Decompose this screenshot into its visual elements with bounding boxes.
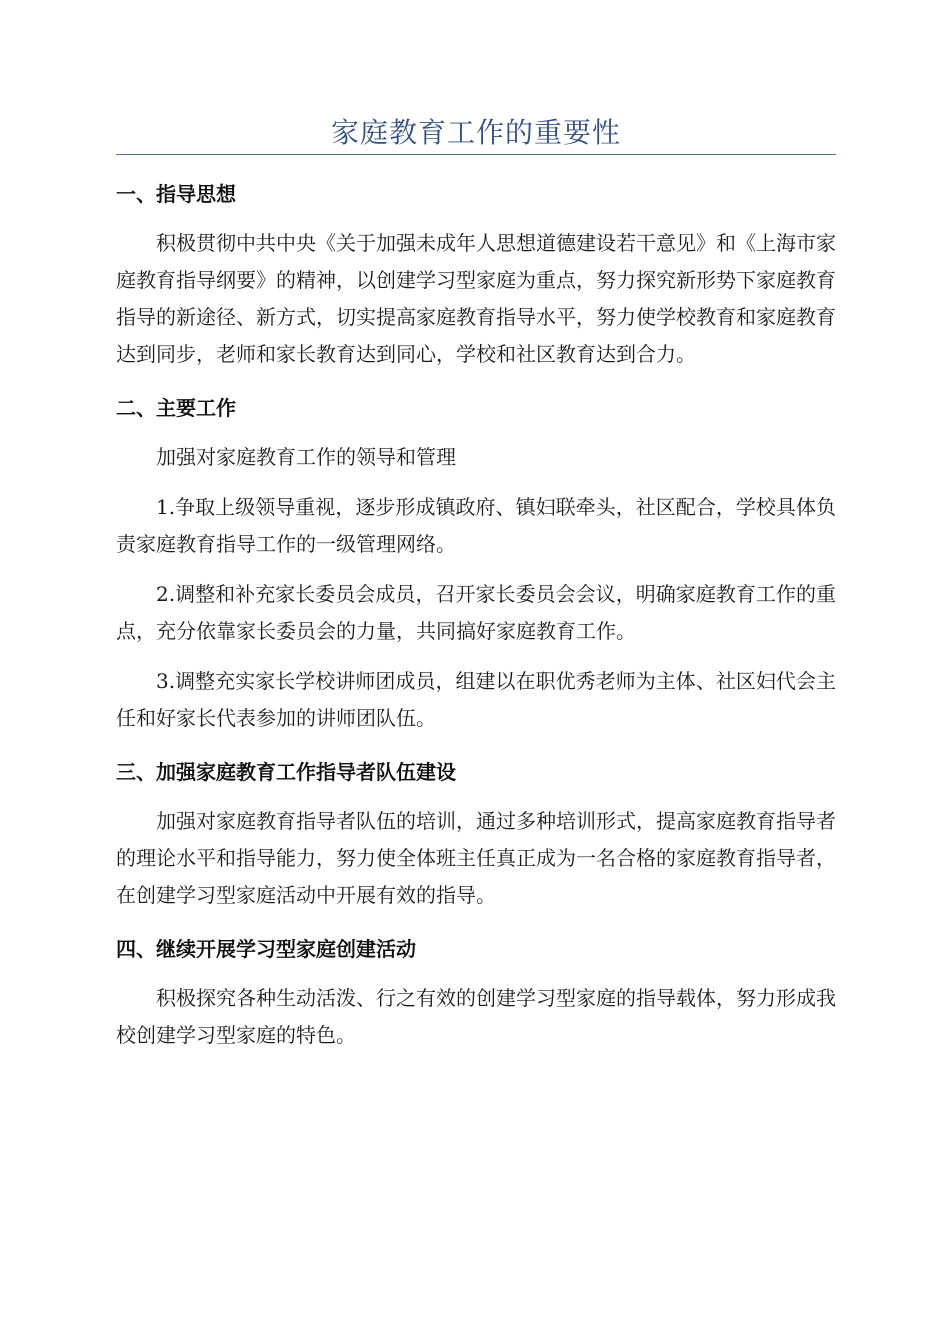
section-1-paragraph-1: 积极贯彻中共中央《关于加强未成年人思想道德建设若干意见》和《上海市家庭教育指导纲要》的精神，以创建学习型家庭为重点，努力探究新形势下家庭教育指导的新途径、新方式，切实提高家庭教育指导水平，努力使学校教育和家庭教育达到同步，老师和家长教育达到同心，学校和社区教育达到合力。 bbox=[116, 231, 836, 366]
section-4-paragraph-1: 积极探究各种生动活泼、行之有效的创建学习型家庭的指导载体，努力形成我校创建学习型家庭的特色。 bbox=[116, 986, 836, 1047]
title-underline bbox=[116, 154, 836, 155]
section-heading-3: 三、加强家庭教育工作指导者队伍建设 bbox=[116, 760, 456, 784]
section-2-paragraph-3: 2.调整和补充家长委员会成员，召开家长委员会会议，明确家庭教育工作的重点，充分依靠家长委员会的力量，共同搞好家庭教育工作。 bbox=[116, 582, 836, 643]
document-title: 家庭教育工作的重要性 bbox=[330, 116, 621, 149]
document-page bbox=[116, 0, 836, 1054]
section-heading-4: 四、继续开展学习型家庭创建活动 bbox=[116, 937, 416, 961]
section-2-paragraph-4: 3.调整充实家长学校讲师团成员，组建以在职优秀老师为主体、社区妇代会主任和好家长代表参加的讲师团队伍。 bbox=[116, 669, 836, 730]
section-2-paragraph-1: 加强对家庭教育工作的领导和管理 bbox=[156, 445, 456, 469]
section-2-paragraph-2: 1.争取上级领导重视，逐步形成镇政府、镇妇联牵头，社区配合，学校具体负责家庭教育指导工作的一级管理网络。 bbox=[116, 495, 836, 556]
section-heading-1: 一、指导思想 bbox=[116, 182, 236, 206]
section-3-paragraph-1: 加强对家庭教育指导者队伍的培训，通过多种培训形式，提高家庭教育指导者的理论水平和指导能力，努力使全体班主任真正成为一名合格的家庭教育指导者，在创建学习型家庭活动中开展有效的指导。 bbox=[116, 809, 836, 907]
section-heading-2: 二、主要工作 bbox=[116, 396, 236, 420]
